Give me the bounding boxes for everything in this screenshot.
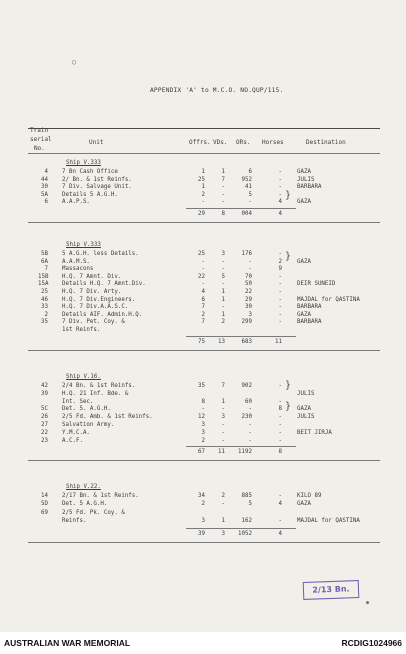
ors-cell: - [248,266,252,273]
serial-cell: 46 [41,296,48,303]
footer-record-id: RCDIG1024966 [341,638,402,648]
vds-cell: - [221,406,225,413]
horses-cell: - [278,304,282,311]
ors-cell: - [248,437,252,444]
section-rule [28,460,380,461]
vds-cell: 3 [221,251,225,257]
serial-cell: 27 [41,422,48,428]
destination-cell: BARBARA [297,184,322,191]
vds-cell: - [221,422,225,428]
serial-cell: 5D [41,501,48,508]
ship-heading: Ship V.16. [66,374,101,380]
total-horses: 4 [278,211,282,217]
horses-cell: - [278,191,282,198]
ship-heading: Ship V.333 [66,160,101,166]
vds-cell: - [221,191,225,198]
destination-cell: GAZA [297,169,311,175]
total-offrs: 75 [198,338,205,345]
destination-cell: GAZA [297,406,311,413]
horses-cell: - [278,281,282,288]
unit-cell: H.Q. 7 Div.Engineers. [62,296,136,303]
offrs-cell: - [201,406,205,413]
serial-cell: 5C [41,406,48,413]
col-horses-label: Horses [262,139,284,146]
serial-cell: 7 [44,266,48,273]
unit-cell: 2/5 Fd. Pk. Coy. & [62,509,125,516]
vds-cell: - [221,429,225,436]
offrs-cell: 35 [198,383,205,389]
serial-cell: 6 [44,199,48,206]
ors-cell: 3 [248,311,252,318]
unit-cell: 5 A.G.H. less Details. [62,251,139,257]
serial-cell: 5A [41,191,48,198]
horses-cell: - [278,422,282,428]
unit-cell: 7 Div. Salvage Unit. [62,184,132,191]
ors-cell: 230 [241,414,252,421]
offrs-cell: 7 [201,319,205,326]
punch-mark: ● [366,600,370,606]
ship-heading: Ship V.22. [66,484,101,490]
destination-cell: GAZA [297,199,311,206]
offrs-cell: 3 [201,422,205,428]
ors-cell: 41 [245,184,252,191]
serial-cell: 69 [41,509,48,516]
serial-cell: 15A [38,281,49,288]
ors-cell: - [248,422,252,428]
unit-cell: H.Q. 21 Inf. Bde. & [62,390,129,397]
header-bottom-rule [28,153,380,154]
total-horses: 8 [278,449,282,456]
unit-cell: Salvation Army. [62,422,115,428]
horses-cell: 8 [278,406,282,413]
subtotal-rule [186,208,296,209]
unit-cell: 2/ Bn. & 1st Reinfs. [62,176,132,183]
destination-cell: JULIS [297,414,315,421]
serial-cell: 22 [41,429,48,436]
vds-cell: 1 [221,296,225,303]
ors-cell: 60 [245,398,252,405]
col-vds-label: VDs. [213,139,228,146]
horses-cell: 9 [278,266,282,273]
ors-cell: 6 [248,169,252,175]
unit-cell: Details 5 A.G.H. [62,191,118,198]
horses-cell: - [278,493,282,499]
offrs-cell: 22 [198,273,205,280]
offrs-cell: - [201,281,205,288]
vds-cell: - [221,184,225,191]
ors-cell: 162 [241,518,252,525]
unit-cell: H.Q. 7 Div. Arty. [62,289,122,295]
col-unit-label: Unit [89,139,104,146]
ors-cell: 176 [241,251,252,257]
total-offrs: 39 [198,530,205,537]
offrs-cell: 25 [198,176,205,183]
serial-cell: 25 [41,289,48,295]
total-offrs: 29 [198,211,205,217]
total-horses: 4 [278,530,282,537]
archive-footer [0,632,406,654]
unit-cell: 7 Div. Pet. Coy. & [62,319,125,326]
destination-cell: KILO 89 [297,493,322,499]
total-offrs: 67 [198,449,205,456]
horses-cell: - [278,184,282,191]
horses-cell: 4 [278,199,282,206]
offrs-cell: 8 [201,398,205,405]
unit-cell: H.Q. 7 Amnt. Div. [62,273,122,280]
unit-cell: Details H.Q. 7 Amnt.Div. [62,281,146,288]
horses-cell: - [278,319,282,326]
unit-stamp: 2/13 Bn. [303,580,360,600]
horses-cell: - [278,383,282,389]
ors-cell: 885 [241,493,252,499]
destination-cell: DEIR SUNEID [297,281,336,288]
horses-cell: - [278,169,282,175]
ors-cell: 22 [245,289,252,295]
subtotal-rule [186,336,296,337]
serial-cell: 4 [44,169,48,175]
serial-cell: 5B [41,251,48,257]
serial-cell: 26 [41,414,48,421]
serial-cell: 30 [41,184,48,191]
unit-cell: 2/17 Bn. & 1st Reinfs. [62,493,139,499]
unit-cell: Det. 5. A.G.H. [62,406,111,413]
horses-cell: - [278,251,282,257]
vds-cell: 1 [221,311,225,318]
total-ors: 1192 [238,449,252,456]
vds-cell: 3 [221,414,225,421]
horses-cell: - [278,296,282,303]
horses-cell: - [278,398,282,405]
horses-cell: 2 [278,258,282,265]
destination-cell: JULIS [297,176,315,183]
destination-cell: GAZA [297,258,311,265]
col-train-label: Train [30,127,49,134]
ors-cell: 70 [245,273,252,280]
serial-cell: 42 [41,383,48,389]
horses-cell: 4 [278,501,282,508]
vds-cell: 1 [221,518,225,525]
offrs-cell: 1 [201,169,205,175]
vds-cell: 1 [221,398,225,405]
offrs-cell: 1 [201,184,205,191]
group-brace: } [285,380,292,391]
offrs-cell: - [201,258,205,265]
horses-cell: - [278,176,282,183]
unit-cell: 2/5 Fd. Amb. & 1st Reinfs. [62,414,153,421]
vds-cell: 1 [221,169,225,175]
horses-cell: - [278,437,282,444]
unit-cell: Y.M.C.A. [62,429,90,436]
unit-cell: 1st Reinfs. [62,327,101,333]
vds-cell: - [221,281,225,288]
ship-heading: Ship V.333 [66,242,101,248]
unit-cell: Massacons [62,266,94,273]
vds-cell: 5 [221,273,225,280]
header-top-rule [28,128,380,129]
ors-cell: 50 [245,281,252,288]
unit-cell: 7 Bn Cash Office [62,169,118,175]
destination-cell: GAZA [297,501,311,508]
vds-cell: 2 [221,319,225,326]
ors-cell: 29 [245,296,252,303]
vds-cell: - [221,501,225,508]
serial-cell: 39 [41,390,48,397]
unit-cell: Det. 5 A.G.H. [62,501,108,508]
offrs-cell: 6 [201,296,205,303]
unit-cell: A.A.M.S. [62,258,90,265]
group-brace: } [285,401,292,412]
unit-cell: Reinfs. [62,518,87,525]
footer-institution: AUSTRALIAN WAR MEMORIAL [4,638,131,648]
serial-cell: 23 [41,437,48,444]
document-title: APPENDIX 'A' to M.C.O. NO.QUP/115. [150,87,284,94]
ors-cell: 902 [241,383,252,389]
offrs-cell: 25 [198,251,205,257]
destination-cell: JULIS [297,390,315,397]
serial-cell: 2 [44,311,48,318]
col-no-label: No. [34,145,45,152]
vds-cell: - [221,258,225,265]
vds-cell: - [221,304,225,311]
total-vds: 11 [218,449,225,456]
offrs-cell: 4 [201,289,205,295]
ors-cell: - [248,258,252,265]
offrs-cell: 7 [201,304,205,311]
destination-cell: GAZA [297,311,311,318]
serial-cell: 14 [41,493,48,499]
punch-mark: ○ [72,58,77,66]
offrs-cell: 2 [201,501,205,508]
horses-cell: - [278,414,282,421]
unit-cell: 2/4 Bn. & 1st Reinfs. [62,383,136,389]
ors-cell: 299 [241,319,252,326]
horses-cell: - [278,429,282,436]
section-rule [28,542,380,543]
total-vds: 3 [221,530,225,537]
destination-cell: BARBARA [297,304,322,311]
ors-cell: 952 [241,176,252,183]
serial-cell: 15B [38,273,49,280]
ors-cell: - [248,199,252,206]
offrs-cell: 2 [201,437,205,444]
vds-cell: 1 [221,289,225,295]
offrs-cell: - [201,266,205,273]
horses-cell: - [278,518,282,525]
destination-cell: MAJDAL for QASTINA [297,296,360,303]
section-rule [28,222,380,223]
section-rule [28,350,380,351]
destination-cell: MAJDAL for QASTINA [297,518,360,525]
serial-cell: 44 [41,176,48,183]
subtotal-rule [186,528,296,529]
col-destination-label: Destination [306,139,346,146]
group-brace: } [285,190,292,201]
destination-cell: BARBARA [297,319,322,326]
col-ors-label: ORs. [236,139,251,146]
vds-cell: - [221,266,225,273]
total-horses: 11 [275,338,282,345]
total-ors: 004 [241,211,252,217]
subtotal-rule [186,446,296,447]
unit-cell: A.A.P.S. [62,199,90,206]
unit-cell: H.Q. 7 Div.A.A.S.C. [62,304,129,311]
unit-cell: Int. Sec. [62,398,94,405]
unit-cell: A.C.F. [62,437,83,444]
offrs-cell: 3 [201,518,205,525]
vds-cell: 7 [221,383,225,389]
total-ors: 683 [241,338,252,345]
offrs-cell: 34 [198,493,205,499]
offrs-cell: 2 [201,191,205,198]
ors-cell: 30 [245,304,252,311]
col-offrs-label: Offrs. [189,139,211,146]
total-vds: 13 [218,338,225,345]
group-brace: } [285,251,292,262]
serial-cell: 35 [41,319,48,326]
ors-cell: 5 [248,191,252,198]
serial-cell: 6A [41,258,48,265]
ors-cell: - [248,406,252,413]
ors-cell: - [248,429,252,436]
horses-cell: - [278,289,282,295]
serial-cell: 33 [41,304,48,311]
vds-cell: - [221,199,225,206]
unit-cell: Details AIF. Admin.H.Q. [62,311,143,318]
horses-cell: - [278,273,282,280]
offrs-cell: 3 [201,429,205,436]
horses-cell: - [278,311,282,318]
destination-cell: BEIT JIRJA [297,429,332,436]
offrs-cell: - [201,199,205,206]
total-ors: 1052 [238,530,252,537]
offrs-cell: 12 [198,414,205,421]
offrs-cell: 2 [201,311,205,318]
total-vds: 8 [221,211,225,217]
vds-cell: - [221,437,225,444]
vds-cell: 2 [221,493,225,499]
ors-cell: 5 [248,501,252,508]
vds-cell: 7 [221,176,225,183]
col-serial-label: serial [30,136,52,143]
